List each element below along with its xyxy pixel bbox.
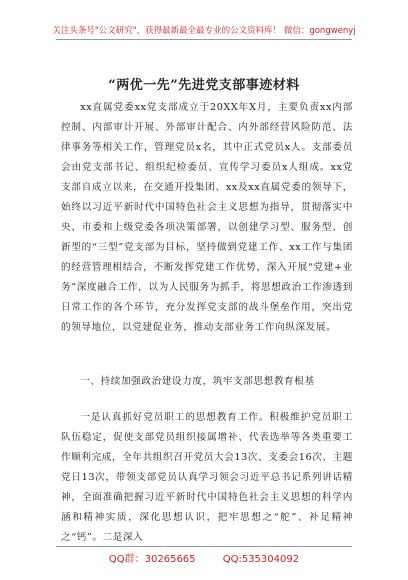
section-paragraph: 一是认真抓好党员职工的思想教育工作。积极维护党员职工队伍稳定，促使支部党员组织接属增补、代表选举等各类重要工作顺利完成，全年共组织召开党员大会13次、支委会16次、主题党日13次，带领支部党员认真学习领会习近平总书记系列讲话精神，全面准确把握习近平新时代中国特色社会主义思想的科学内涵和精神实质，深化思想认识，把牢思想之“舵”、补足精神之“钙”。二是深入 [61,412,353,543]
footer-divider [56,546,352,547]
document-title: “两优一先”先进党支部事迹材料 [108,78,300,93]
header-banner: 关注头条号"公文研究"，获得最新最全最专业的公文资料库！ 微信：gongwenyj [52,26,356,36]
footer [0,550,408,565]
section-heading: 一、持续加强政治建设力度，筑牢支部思想教育根基 [80,376,315,387]
footer-qq: QQ:535304092 [222,554,300,565]
header-divider [56,39,352,40]
intro-paragraph: xx直属党委xx党支部成立于20XX年X月，主要负责xx内部控制、内部审计开展、外部审计配合、内外部经营风险防范、法律事务等相关工作，管理党员x名，其中正式党员x人。支部委员会由党支部书记、组织纪检委员、宣传学习委员x人组成。xx党支部自成立以来，在交通开投集团、xx及xx直属党委的领导下，始终以习近平新时代中国特色社会主义思想为指导，贯彻落实中央、市委和上级党委各项决策部署，以创建学习型、服务型、创新型的“三型”党支部为目标，坚持做到党建工作、xx工作与集团的经营管理相结合，不断发挥党建工作优势，深入开展“党建+业务”深度融合工作，以为人民服务为抓手，将思想政治工作渗透到日常工作的各个环节，充分发挥党支部的战斗堡垒作用，突出党的领导地位，以党建促业务，推动支部业务工作向纵深发展。 [61,102,353,333]
footer-qq-group: QQ群：30265665 [108,554,196,565]
